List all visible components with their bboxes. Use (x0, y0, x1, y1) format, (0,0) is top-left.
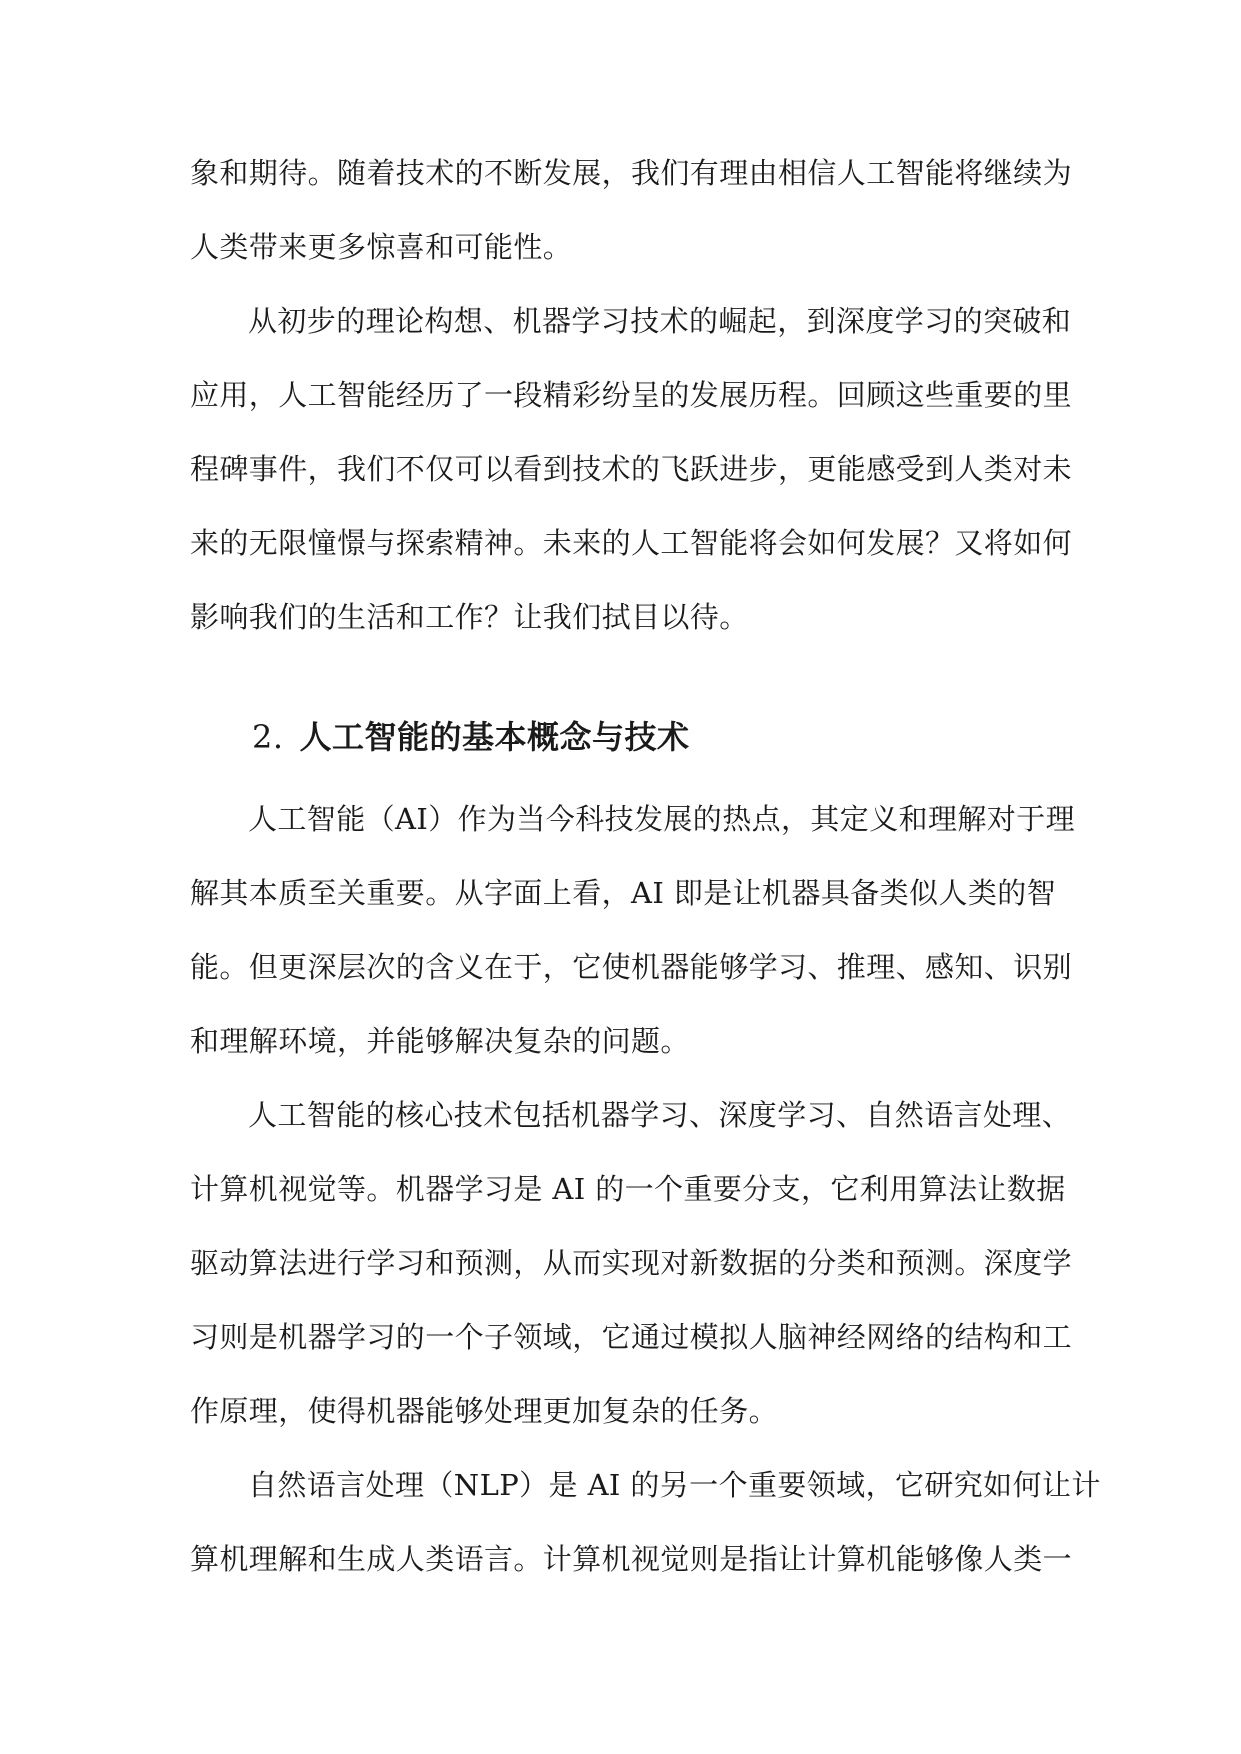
section-heading (252, 700, 690, 774)
paragraph-line: 算机理解和生成人类语言。计算机视觉则是指让计算机能够像人类一 (190, 1542, 1073, 1576)
definition-paragraph (190, 782, 1075, 1078)
paragraph-line: 影响我们的生活和工作？让我们拭目以待。 (190, 600, 749, 634)
paragraph-line: 自然语言处理（NLP）是 AI 的另一个重要领域，它研究如何让计 (248, 1468, 1101, 1502)
paragraph-line: 来的无限憧憬与探索精神。未来的人工智能将会如何发展？又将如何 (190, 526, 1073, 560)
history-summary-paragraph (190, 284, 1073, 654)
core-tech-paragraph (190, 1078, 1073, 1448)
paragraph-line: 和理解环境，并能够解决复杂的问题。 (190, 1024, 690, 1058)
continuation-paragraph (190, 136, 1073, 284)
paragraph-line: 驱动算法进行学习和预测，从而实现对新数据的分类和预测。深度学 (190, 1246, 1073, 1280)
paragraph-line: 从初步的理论构想、机器学习技术的崛起，到深度学习的突破和 (248, 304, 1072, 338)
paragraph-line: 人工智能的核心技术包括机器学习、深度学习、自然语言处理、 (248, 1098, 1072, 1132)
paragraph-line: 程碑事件，我们不仅可以看到技术的飞跃进步，更能感受到人类对未 (190, 452, 1073, 486)
nlp-paragraph (190, 1448, 1101, 1596)
paragraph-line: 作原理，使得机器能够处理更加复杂的任务。 (190, 1394, 779, 1428)
section-number: 2. (252, 718, 284, 756)
paragraph-line: 象和期待。随着技术的不断发展，我们有理由相信人工智能将继续为 (190, 156, 1073, 190)
paragraph-line: 人类带来更多惊喜和可能性。 (190, 230, 573, 264)
paragraph-line: 习则是机器学习的一个子领域，它通过模拟人脑神经网络的结构和工 (190, 1320, 1073, 1354)
paragraph-line: 解其本质至关重要。从字面上看，AI 即是让机器具备类似人类的智 (190, 876, 1057, 910)
section-title: 人工智能的基本概念与技术 (299, 718, 690, 756)
paragraph-line: 能。但更深层次的含义在于，它使机器能够学习、推理、感知、识别 (190, 950, 1073, 984)
paragraph-line: 人工智能（AI）作为当今科技发展的热点，其定义和理解对于理 (248, 802, 1075, 836)
paragraph-line: 计算机视觉等。机器学习是 AI 的一个重要分支，它利用算法让数据 (190, 1172, 1066, 1206)
paragraph-line: 应用，人工智能经历了一段精彩纷呈的发展历程。回顾这些重要的里 (190, 378, 1073, 412)
